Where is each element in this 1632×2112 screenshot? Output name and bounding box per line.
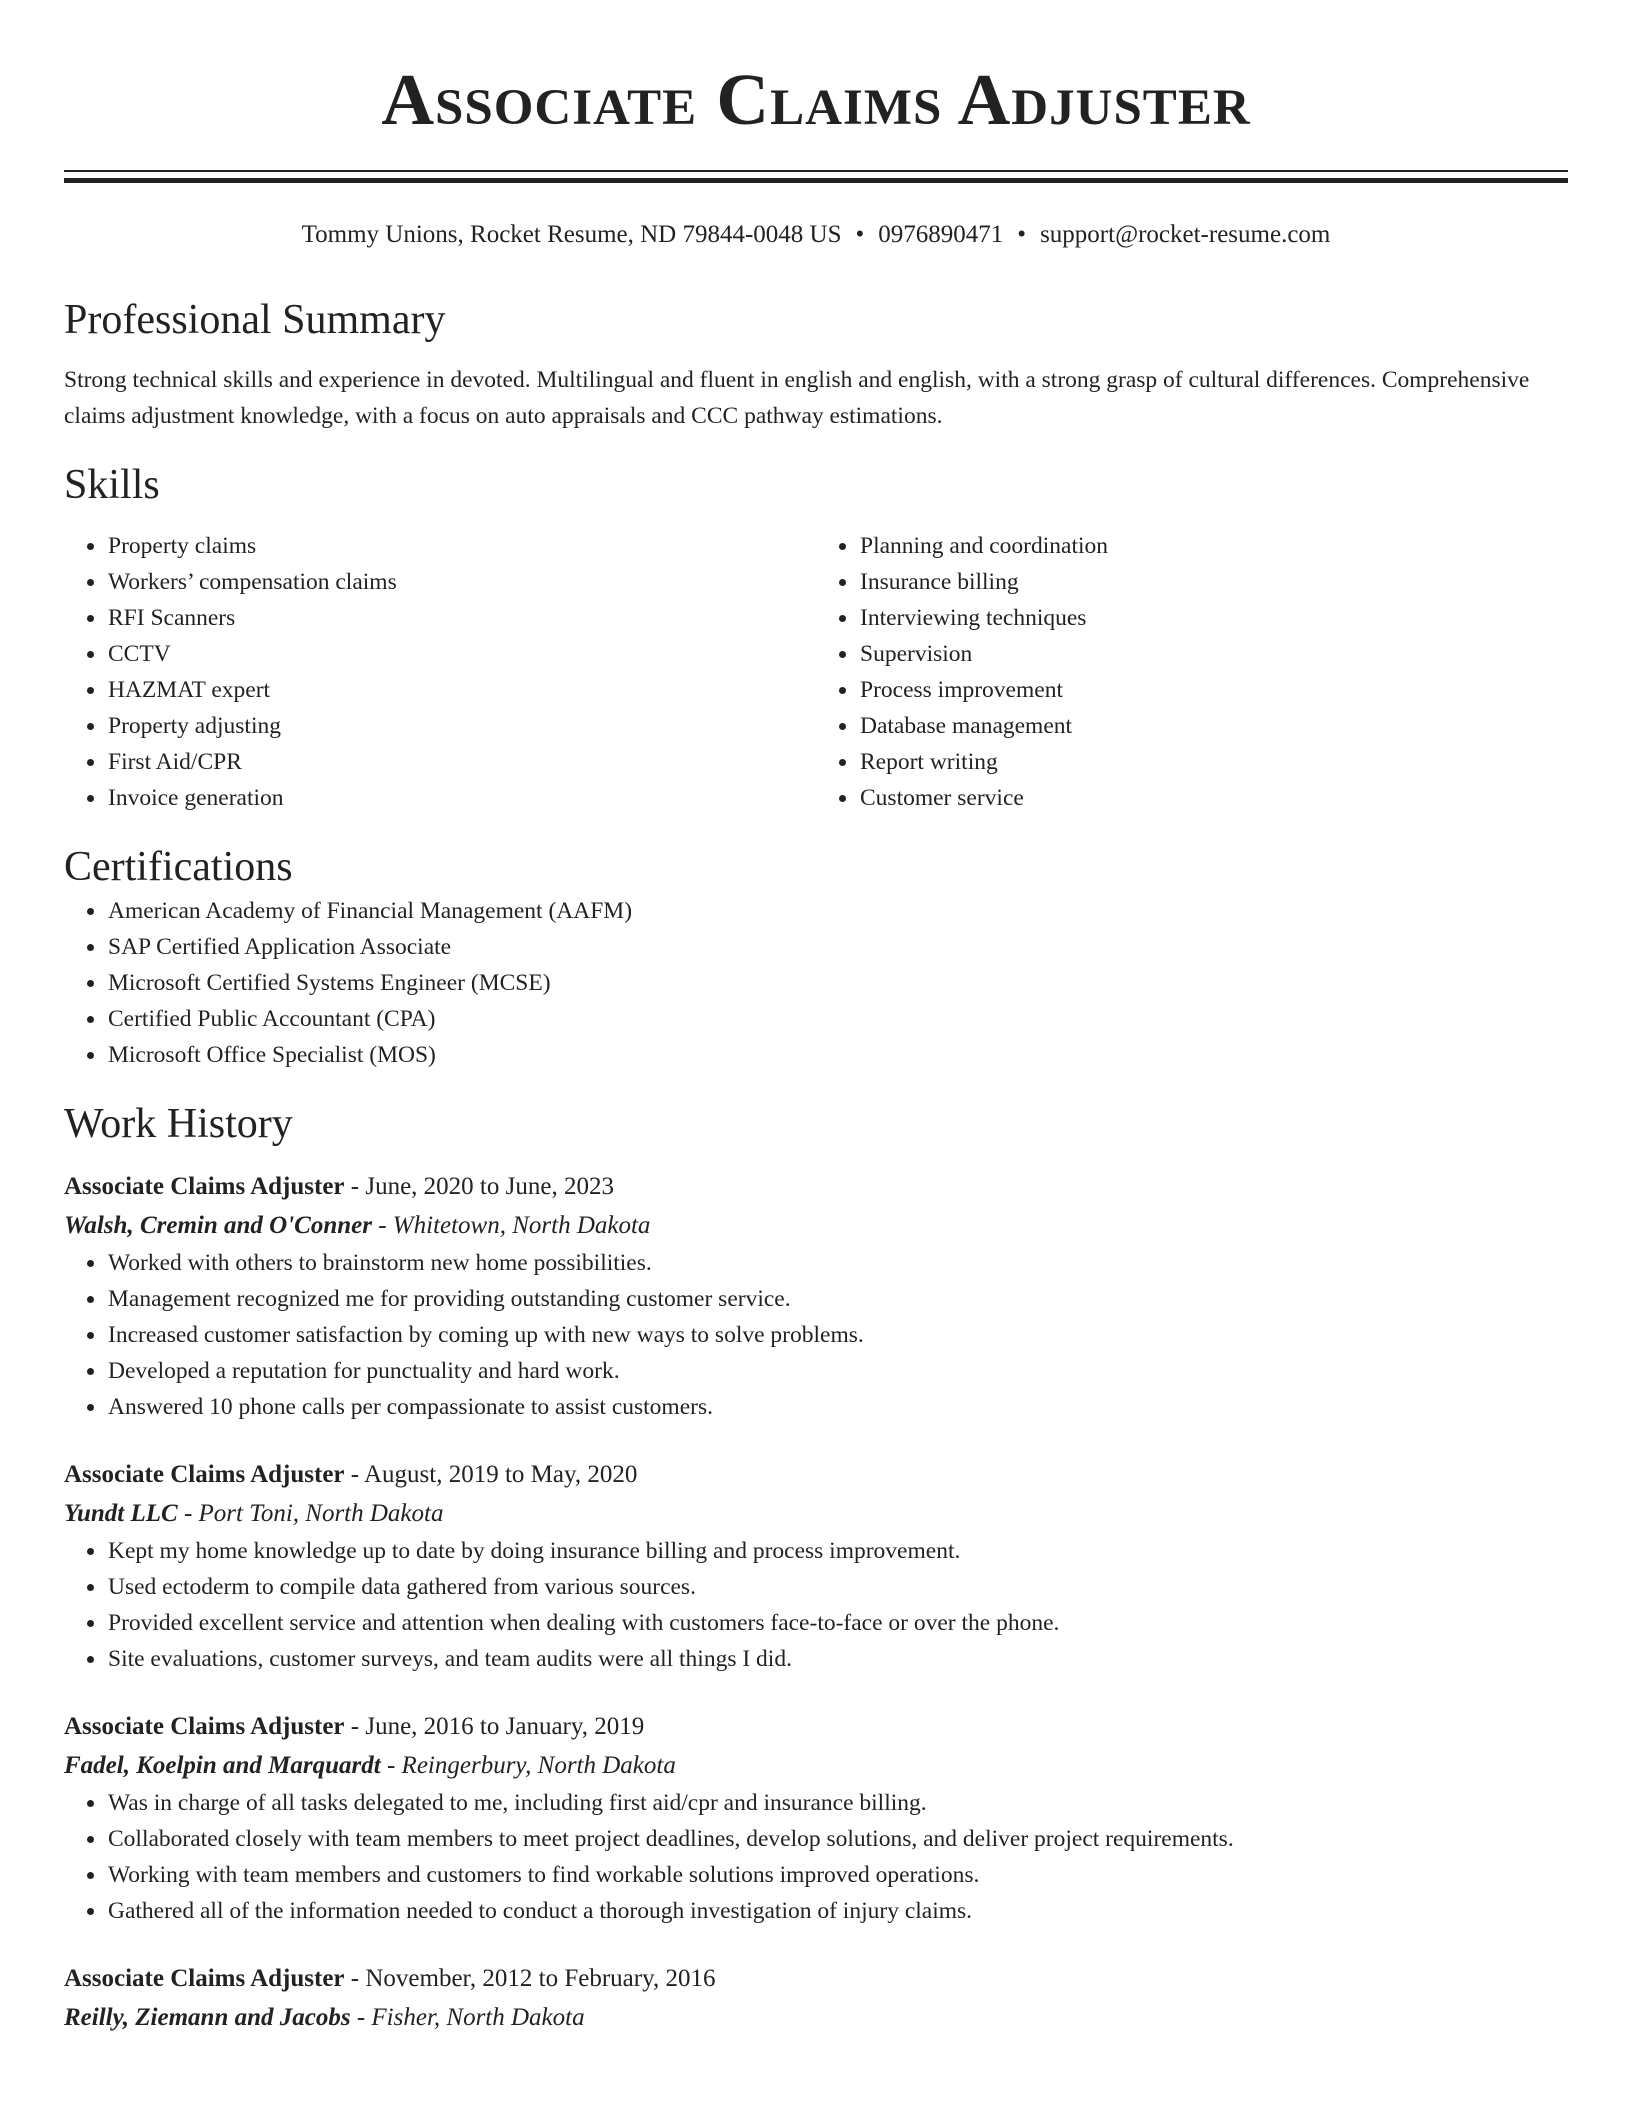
job-duty: • Worked with others to brainstorm new home possibilities. xyxy=(107,1245,1568,1281)
skills-list-left xyxy=(64,528,816,816)
contact-phone: 0976890471 xyxy=(878,221,1004,248)
contact-line xyxy=(64,218,1568,252)
job-duty: • Gathered all of the information needed to conduct a thorough investigation of injury claims. xyxy=(107,1893,1568,1929)
job-duty: • Collaborated closely with team members to meet project deadlines, develop solutions, and deliver project requirements. xyxy=(107,1821,1568,1857)
job-duties-list xyxy=(64,1785,1568,1929)
skill-item: • Invoice generation xyxy=(107,780,816,816)
job-duty: • Site evaluations, customer surveys, and team audits were all things I did. xyxy=(107,1641,1568,1677)
skill-item: • HAZMAT expert xyxy=(107,672,816,708)
job-employer xyxy=(64,1746,1568,1785)
job-employer xyxy=(64,1998,1568,2037)
job-duty: • Working with team members and customers to find workable solutions improved operations. xyxy=(107,1857,1568,1893)
certifications-heading: Certifications xyxy=(64,844,293,890)
skill-item: • Process improvement xyxy=(859,672,1568,708)
certifications-list xyxy=(64,893,1568,1073)
job-duty: • Was in charge of all tasks delegated to me, including first aid/cpr and insurance billing. xyxy=(107,1785,1568,1821)
skill-item: • Interviewing techniques xyxy=(859,600,1568,636)
job-location: - Port Toni, North Dakota xyxy=(177,1500,444,1527)
skill-item: • Insurance billing xyxy=(859,564,1568,600)
job-location: - Reingerbury, North Dakota xyxy=(380,1752,676,1779)
resume-title: Associate Claims Adjuster xyxy=(381,59,1251,140)
skill-item: • CCTV xyxy=(107,636,816,672)
skill-item: • Property adjusting xyxy=(107,708,816,744)
job-duty: • Used ectoderm to compile data gathered from various sources. xyxy=(107,1569,1568,1605)
job-title: Associate Claims Adjuster xyxy=(64,1713,345,1740)
job-entry xyxy=(64,1707,1568,1929)
job-header xyxy=(64,1959,1568,1998)
job-duty: • Provided excellent service and attention when dealing with customers face-to-face or over the phone. xyxy=(107,1605,1568,1641)
job-dates: - June, 2016 to January, 2019 xyxy=(344,1713,645,1740)
job-location: - Fisher, North Dakota xyxy=(350,2004,585,2031)
job-header xyxy=(64,1167,1568,1206)
job-header xyxy=(64,1455,1568,1494)
skills-columns xyxy=(64,528,1568,816)
skill-item: • Property claims xyxy=(107,528,816,564)
job-title: Associate Claims Adjuster xyxy=(64,1965,345,1992)
skill-item: • Database management xyxy=(859,708,1568,744)
skill-item: • Supervision xyxy=(859,636,1568,672)
job-company: Reilly, Ziemann and Jacobs xyxy=(64,2004,351,2031)
job-duty: • Management recognized me for providing outstanding customer service. xyxy=(107,1281,1568,1317)
job-dates: - November, 2012 to February, 2016 xyxy=(344,1965,716,1992)
job-company: Walsh, Cremin and O'Conner xyxy=(64,1212,372,1239)
certification-item: • Certified Public Accountant (CPA) xyxy=(107,1001,1568,1037)
job-entry xyxy=(64,1959,1568,2037)
job-header xyxy=(64,1707,1568,1746)
certification-item: • American Academy of Financial Management (AAFM) xyxy=(107,893,1568,929)
skill-item: • Report writing xyxy=(859,744,1568,780)
certification-item: • Microsoft Office Specialist (MOS) xyxy=(107,1037,1568,1073)
job-entry xyxy=(64,1167,1568,1425)
work-history-heading: Work History xyxy=(64,1101,293,1147)
contact-email: support@rocket-resume.com xyxy=(1040,221,1331,248)
job-title: Associate Claims Adjuster xyxy=(64,1173,345,1200)
skill-item: • Planning and coordination xyxy=(859,528,1568,564)
job-duty: • Increased customer satisfaction by coming up with new ways to solve problems. xyxy=(107,1317,1568,1353)
skill-item: • Workers’ compensation claims xyxy=(107,564,816,600)
contact-separator: • xyxy=(855,221,865,248)
job-duty: • Answered 10 phone calls per compassionate to assist customers. xyxy=(107,1389,1568,1425)
job-location: - Whitetown, North Dakota xyxy=(371,1212,651,1239)
job-entry xyxy=(64,1455,1568,1677)
job-duties-list xyxy=(64,1533,1568,1677)
job-employer xyxy=(64,1206,1568,1245)
job-title: Associate Claims Adjuster xyxy=(64,1461,345,1488)
job-employer xyxy=(64,1494,1568,1533)
contact-address: Tommy Unions, Rocket Resume, ND 79844-0048 US xyxy=(301,221,842,248)
job-dates: - June, 2020 to June, 2023 xyxy=(344,1173,614,1200)
certification-item: • SAP Certified Application Associate xyxy=(107,929,1568,965)
skills-list-right xyxy=(816,528,1568,816)
skills-heading: Skills xyxy=(64,462,160,508)
job-company: Yundt LLC xyxy=(64,1500,178,1527)
contact-separator: • xyxy=(1017,221,1027,248)
skill-item: • First Aid/CPR xyxy=(107,744,816,780)
job-duty: • Developed a reputation for punctuality and hard work. xyxy=(107,1353,1568,1389)
job-duty: • Kept my home knowledge up to date by doing insurance billing and process improvement. xyxy=(107,1533,1568,1569)
title-divider xyxy=(64,170,1568,183)
skill-item: • Customer service xyxy=(859,780,1568,816)
certification-item: • Microsoft Certified Systems Engineer (MCSE) xyxy=(107,965,1568,1001)
skill-item: • RFI Scanners xyxy=(107,600,816,636)
job-duties-list xyxy=(64,1245,1568,1425)
job-dates: - August, 2019 to May, 2020 xyxy=(344,1461,638,1488)
job-company: Fadel, Koelpin and Marquardt xyxy=(64,1752,381,1779)
summary-text: Strong technical skills and experience in devoted. Multilingual and fluent in english and english, with a strong grasp of cultural differences. Comprehensive claims adjustment knowledge, with a focus on auto appraisals and CCC pathway estimations. xyxy=(64,367,1530,429)
summary-heading: Professional Summary xyxy=(64,297,446,343)
